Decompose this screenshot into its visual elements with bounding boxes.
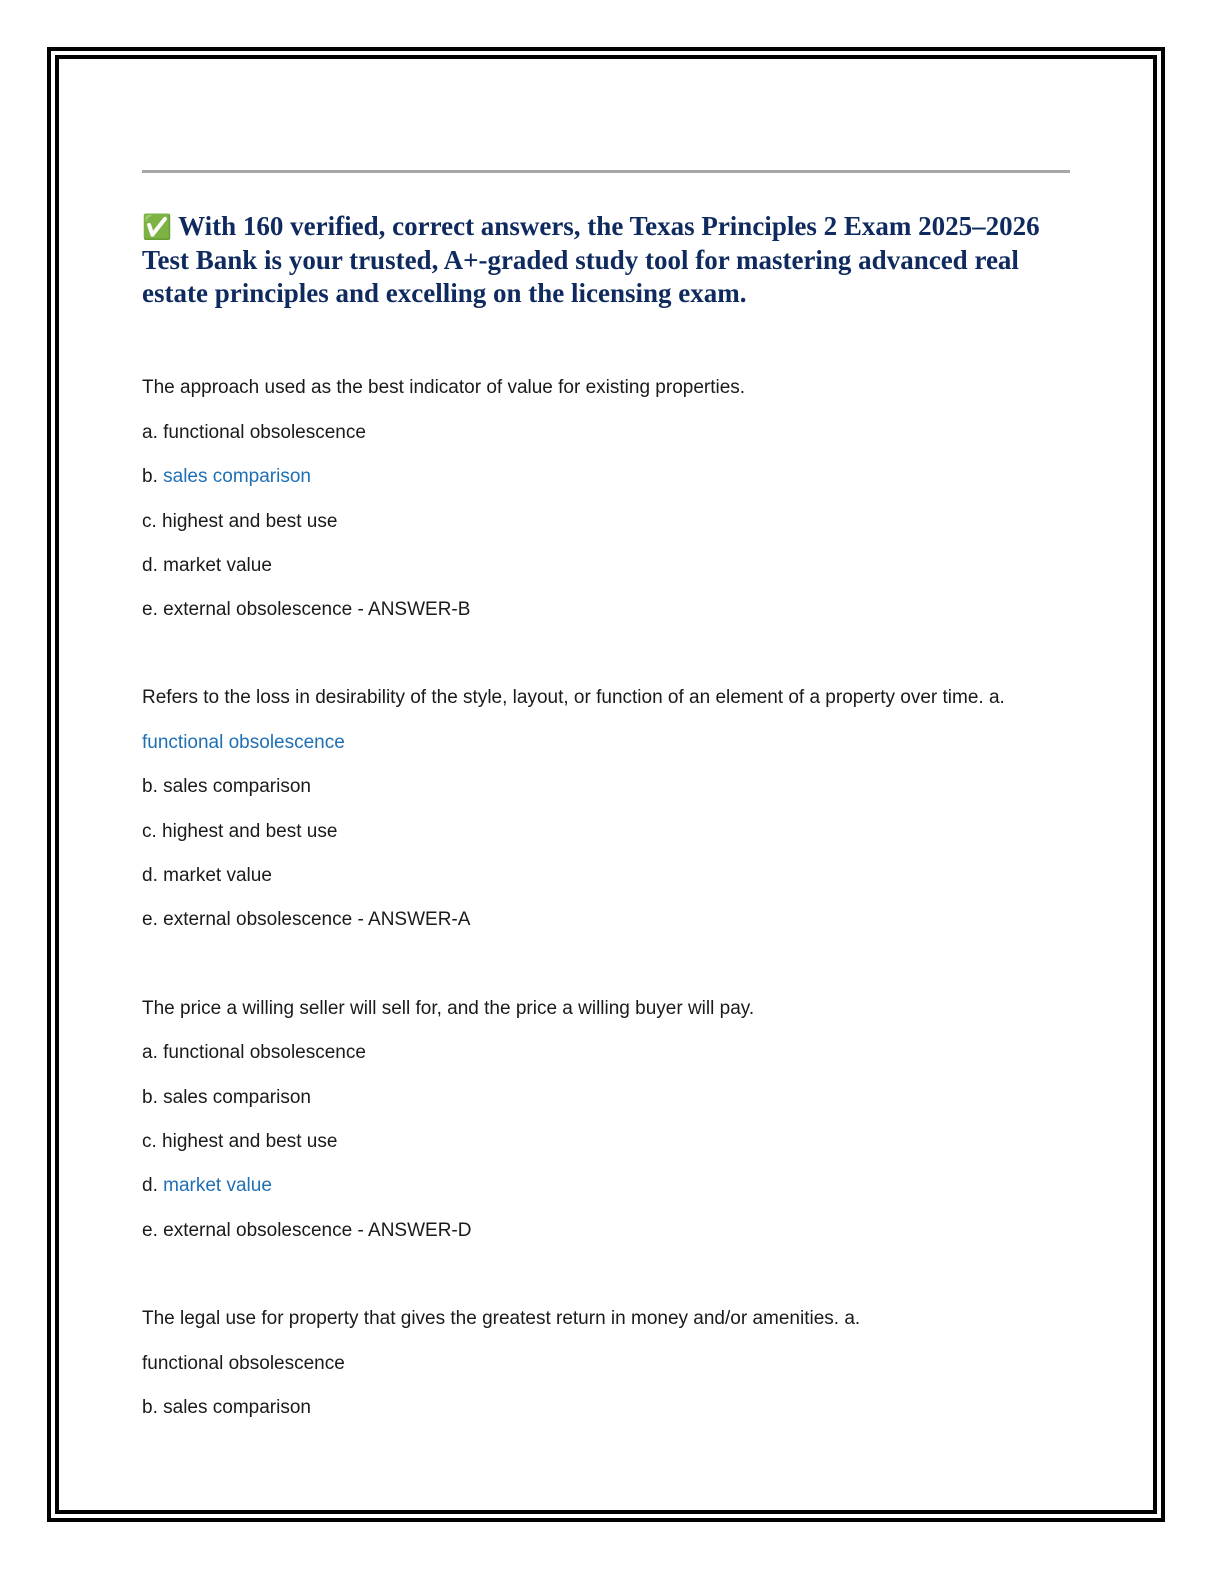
question-2-option-c: c. highest and best use	[142, 821, 338, 842]
question-2-text: Refers to the loss in desirability of the style, layout, or function of an element of a property over time. a.	[142, 687, 1005, 708]
question-3-option-a: a. functional obsolescence	[142, 1042, 366, 1063]
question-4-option-a: functional obsolescence	[142, 1353, 345, 1374]
question-1-option-e: e. external obsolescence - ANSWER-B	[142, 599, 471, 620]
question-1-option-b	[142, 465, 311, 489]
option-prefix: d.	[142, 1175, 164, 1196]
question-1-option-d: d. market value	[142, 555, 272, 576]
check-icon: ✅	[142, 213, 172, 241]
question-1-option-c: c. highest and best use	[142, 511, 338, 532]
question-3-option-b: b. sales comparison	[142, 1087, 311, 1108]
question-1-option-a: a. functional obsolescence	[142, 422, 366, 443]
title-text: With 160 verified, correct answers, the Texas Principles 2 Exam 2025–2026 Test Bank is your trusted, A+-graded study tool for mastering advanced real estate principles and excelling on the licensing exam.	[142, 211, 1040, 308]
question-4-text: The legal use for property that gives the greatest return in money and/or amenities. a.	[142, 1308, 861, 1329]
document-title	[142, 210, 1082, 310]
question-2-option-e: e. external obsolescence - ANSWER-A	[142, 909, 471, 930]
question-2-option-d: d. market value	[142, 865, 272, 886]
question-3-text: The price a willing seller will sell for, and the price a willing buyer will pay.	[142, 998, 755, 1019]
question-2-option-b: b. sales comparison	[142, 776, 311, 797]
question-4-option-b: b. sales comparison	[142, 1397, 311, 1418]
correct-answer-highlight: market value	[163, 1175, 272, 1196]
option-prefix: b.	[142, 466, 164, 487]
question-2-option-a: functional obsolescence	[142, 732, 345, 753]
question-3-option-e: e. external obsolescence - ANSWER-D	[142, 1220, 472, 1241]
question-3-option-c: c. highest and best use	[142, 1131, 338, 1152]
horizontal-rule	[142, 170, 1070, 173]
question-3-option-d	[142, 1174, 272, 1198]
correct-answer-highlight: sales comparison	[163, 466, 311, 487]
question-1-text: The approach used as the best indicator of value for existing properties.	[142, 377, 746, 398]
